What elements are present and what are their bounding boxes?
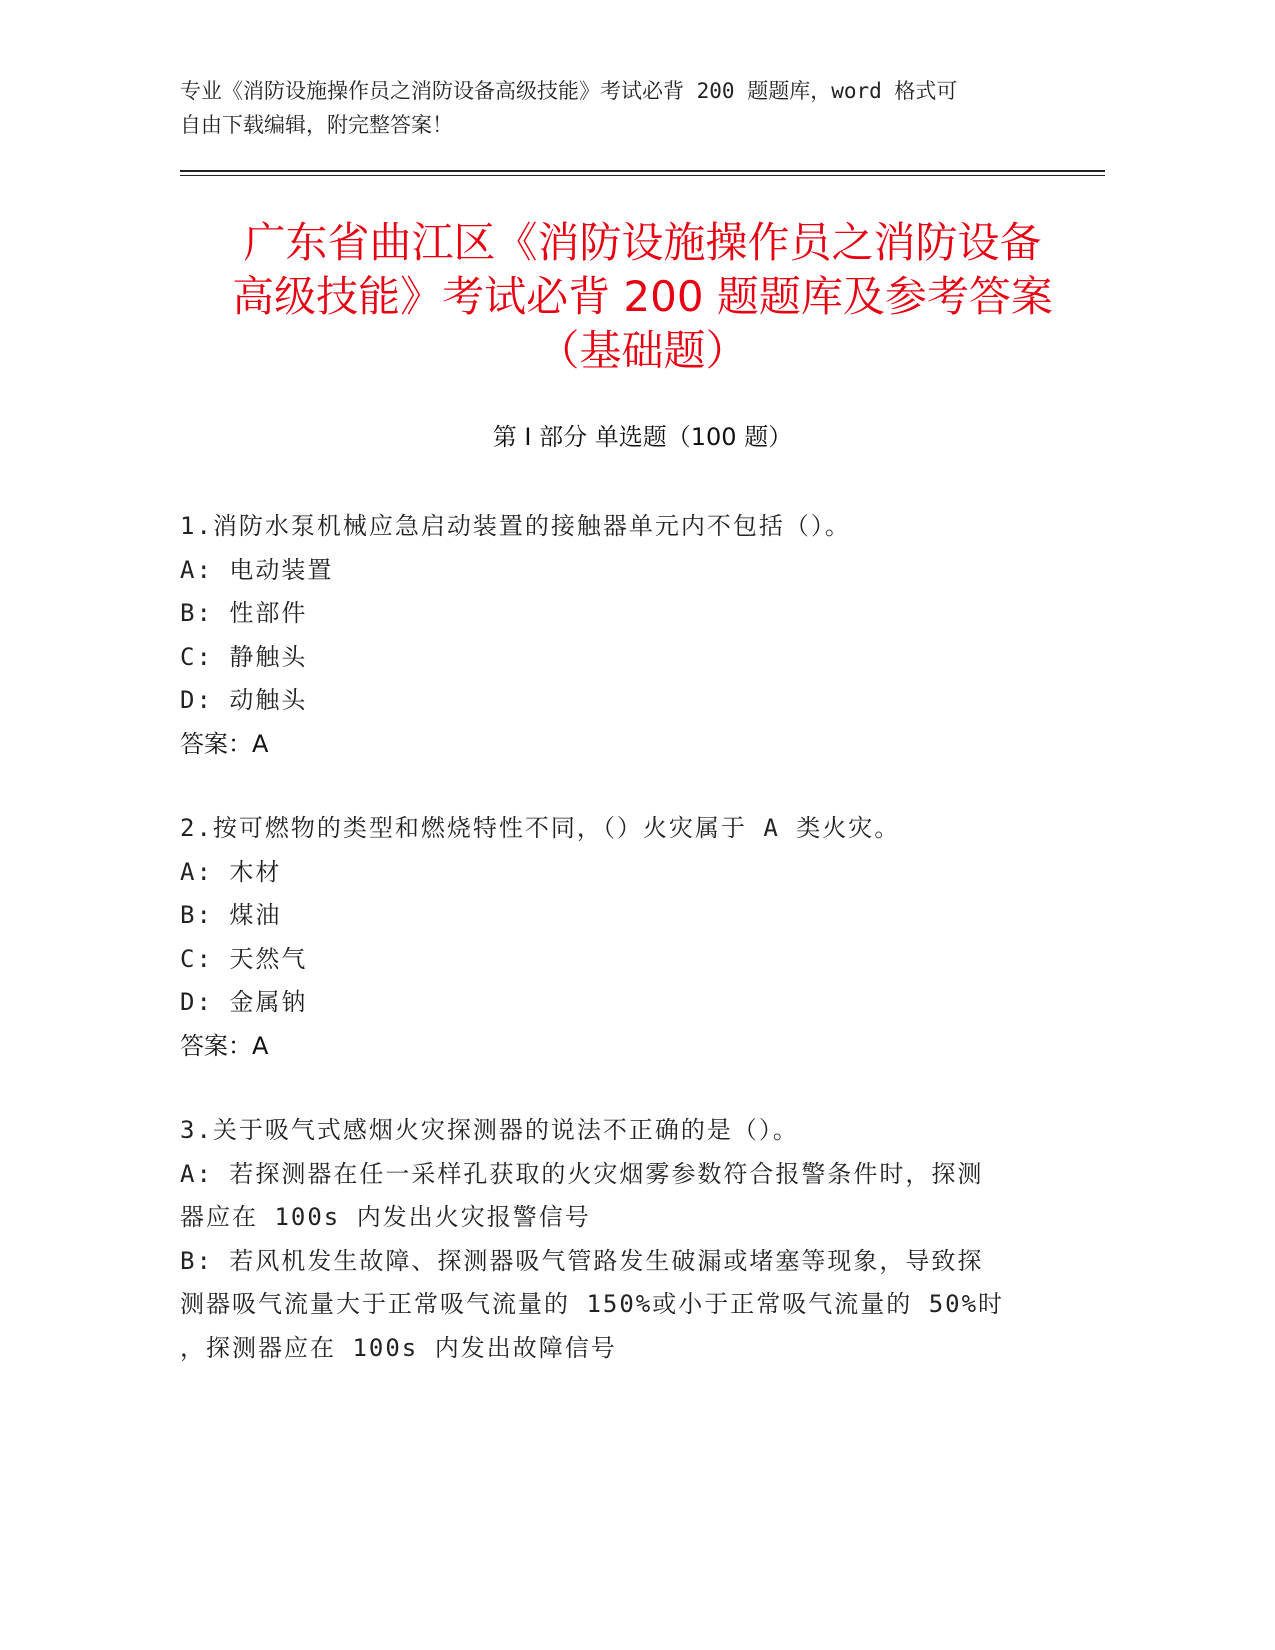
option-a: A: 若探测器在任一采样孔获取的火灾烟雾参数符合报警条件时，探测 (180, 1159, 984, 1188)
option-b-continued: ，探测器应在 100s 内发出故障信号 (180, 1333, 617, 1362)
option-b: B: 煤油 (180, 901, 282, 929)
title-line: （基础题） (537, 326, 748, 375)
question-stem: 2.按可燃物的类型和燃烧特性不同，（）火灾属于 A 类火灾。 (180, 814, 901, 842)
header-divider-thick (180, 170, 1105, 172)
title-line: 高级技能》考试必背 200 题题库及参考答案 (232, 272, 1053, 321)
header-note-line: 专业《消防设施操作员之消防设备高级技能》考试必背 200 题题库，word 格式可 (180, 79, 958, 103)
option-c: C: 静触头 (180, 642, 308, 671)
header-note (180, 74, 1040, 142)
option-b-continued: 测器吸气流量大于正常吸气流量的 150%或小于正常吸气流量的 50%时 (180, 1290, 1005, 1318)
option-d: D: 金属钠 (180, 988, 308, 1016)
title-line: 广东省曲江区《消防设施操作员之消防设备 (243, 218, 1042, 267)
question-stem: 3.关于吸气式感烟火灾探测器的说法不正确的是（）。 (180, 1116, 799, 1144)
header-divider-thin (180, 175, 1105, 176)
question-stem: 1.消防水泵机械应急启动装置的接触器单元内不包括（）。 (180, 512, 851, 540)
option-a: A: 电动装置 (180, 555, 334, 584)
question-list (180, 505, 1040, 1411)
question-item (180, 1109, 1040, 1370)
option-b: B: 若风机发生故障、探测器吸气管路发生破漏或堵塞等现象，导致探 (180, 1246, 984, 1275)
option-a-continued: 器应在 100s 内发出火灾报警信号 (180, 1203, 591, 1231)
answer-text: 答案：A (180, 1031, 269, 1060)
option-b: B: 性部件 (180, 599, 308, 627)
option-a: A: 木材 (180, 857, 282, 886)
question-item (180, 505, 1040, 766)
option-c: C: 天然气 (180, 944, 308, 973)
document-title (180, 216, 1105, 378)
header-note-line: 自由下载编辑，附完整答案！ (180, 113, 453, 137)
answer-text: 答案：A (180, 729, 269, 758)
option-d: D: 动触头 (180, 686, 308, 714)
section-heading: 第 I 部分 单选题（100 题） (492, 423, 793, 451)
question-item (180, 807, 1040, 1068)
